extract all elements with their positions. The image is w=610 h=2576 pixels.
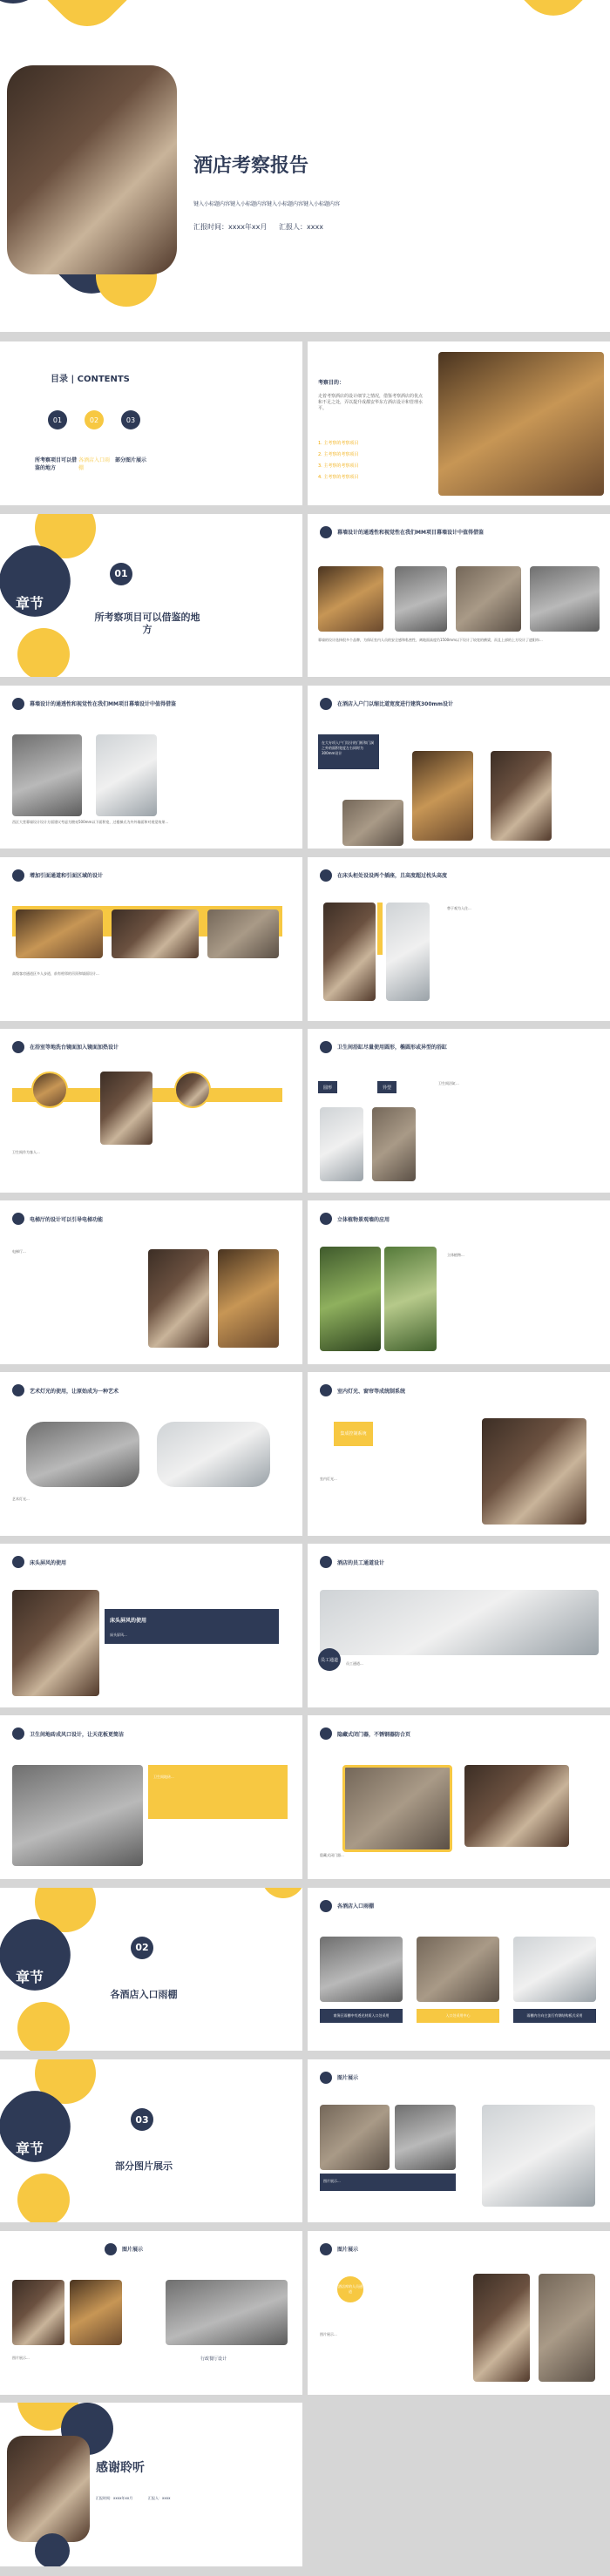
photo: [464, 1765, 569, 1847]
photo: [70, 2280, 122, 2345]
slide-title: 幕墙设计的通透性和视觉性在我们MM项目幕墙设计中值得借鉴: [320, 523, 598, 542]
control-tag: 集成控制系统: [334, 1422, 373, 1446]
photo: [473, 2274, 530, 2382]
cover-slide: [0, 0, 610, 332]
purpose-point-4: 4. 主考察的考察项目: [318, 475, 359, 481]
greenwall-slide: [308, 1200, 610, 1364]
toc-slide: [0, 341, 302, 505]
slide-body: 在大专项入户门设计的门框和门洞之外的面积宽度左右同时为300mm设计: [322, 740, 374, 756]
slide-title: 幕墙设计的通透性和视觉性在我们MM项目幕墙设计中值得借鉴: [12, 694, 290, 713]
design-note: 行政餐厅设计: [200, 2356, 227, 2362]
title-marker-icon: [12, 1041, 24, 1053]
photo: [513, 1937, 596, 2002]
info-box: [105, 1609, 279, 1644]
slide-body: 卫生间浴缸...: [438, 1081, 459, 1085]
title-marker-icon: [320, 2072, 332, 2084]
slide-body: 幕墙的设计选择很多个品牌，为保证室内人员的安全感和私密性，离地面高度仍1500mm以下设计了较宽的横梁，而且上部的上方设计了遮阳帘...: [318, 638, 543, 643]
slide-title: 图片展示: [105, 2240, 290, 2259]
title-marker-icon: [12, 698, 24, 710]
decor-shape: [7, 618, 81, 678]
title-marker-icon: [105, 2243, 117, 2255]
materials-tag: 酒店库的人员通道: [337, 2276, 363, 2302]
slide-title: 各酒店入口雨棚: [320, 1897, 598, 1916]
tag-round: 圆形: [318, 1081, 337, 1093]
tag-odd: 异型: [377, 1081, 396, 1093]
decor-shape: [7, 1991, 81, 2052]
slide-body: 床头屏风...: [110, 1632, 127, 1637]
photo: [318, 566, 383, 632]
title-marker-icon: [320, 1041, 332, 1053]
purpose-point-1: 1. 主考察的考察项目: [318, 441, 359, 447]
purpose-slide: [308, 341, 610, 505]
slide-body: 替于观为入住...: [447, 906, 471, 911]
photo: [539, 2274, 595, 2382]
slide-body: 艺术灯光...: [12, 1496, 30, 1501]
toc-label-3: 部分图片展示: [115, 456, 147, 463]
title-marker-icon: [320, 869, 332, 882]
chapter2-slide: [0, 1888, 302, 2052]
photo: [482, 2105, 595, 2206]
title-marker-icon: [12, 1384, 24, 1396]
accent-bar: [377, 903, 383, 955]
slide-title: 艺术灯光的使用，让原始成为一种艺术: [12, 1381, 290, 1400]
photo: [412, 751, 473, 841]
slide-body: 高级客房通道区多人步道，前有相邻的吊顶和墙面设计...: [12, 971, 99, 977]
hinge-slide: [308, 1715, 610, 1879]
decor-shape: [498, 0, 608, 30]
decor-shape: [7, 2163, 81, 2223]
toc-heading: 目录 | CONTENTS: [51, 375, 130, 385]
slide-title: 在浴室等地洗台镜面加入镜面加热设计: [12, 1038, 290, 1057]
photo: [395, 566, 447, 632]
slide-body: 电梯厅...: [12, 1249, 26, 1254]
slide-body: 隐藏式闭门器...: [320, 1853, 344, 1858]
slide-body: 员工通道...: [346, 1661, 363, 1667]
control-slide: [308, 1372, 610, 1536]
purpose-heading: 考察目的：: [318, 379, 345, 386]
bathtub-slide: [308, 1029, 610, 1193]
title-marker-icon: [320, 1727, 332, 1740]
slide-body: 图片展示...: [323, 2178, 341, 2183]
pics3-slide: [308, 2231, 610, 2395]
pics1-slide: [308, 2059, 610, 2223]
photo: [12, 2280, 64, 2345]
pics2-slide: [0, 2231, 302, 2395]
photo: [482, 1418, 586, 1525]
title-marker-icon: [320, 526, 332, 538]
round-photo: [174, 1072, 211, 1108]
photo: [166, 2280, 288, 2345]
ending-photo: [7, 2436, 90, 2542]
slide-title: 立体植物景观墙的应用: [320, 1209, 598, 1228]
slide-body: 卫生间作为客人...: [12, 1149, 40, 1154]
photo: [12, 734, 82, 816]
chapter2-num: 02: [131, 1937, 153, 1959]
slide-title: 室内灯光、窗帘等成统制系统: [320, 1381, 598, 1400]
photo: [320, 1247, 381, 1351]
mirror-slide: [0, 1029, 302, 1193]
slide-body: 立体植物...: [447, 1253, 464, 1258]
canopy-slide: [308, 1888, 610, 2052]
chapter3-title: 部分图片展示: [115, 2160, 173, 2173]
photo: [342, 1765, 452, 1852]
toc-num-2: 02: [85, 410, 104, 429]
slide-title: 在床头柜处设设两个插座，且高度超过枕头高度: [320, 866, 598, 885]
slide-title: 卫生间浴缸尽量使用圆形，椭圆形或异型的浴缸: [320, 1038, 598, 1057]
door-slide: [308, 686, 610, 849]
title-marker-icon: [12, 1556, 24, 1568]
photo: [417, 1937, 499, 2002]
cover-report-time: 汇报时间：xxxx年xx月: [193, 223, 268, 232]
photo: [320, 1590, 599, 1655]
slide-title: 床头屏风的使用: [12, 1552, 290, 1572]
slide-body: 图片展示...: [12, 2355, 30, 2360]
chapter1-title: 所考察项目可以借鉴的地方: [94, 612, 200, 636]
title-marker-icon: [320, 1384, 332, 1396]
title-marker-icon: [12, 869, 24, 882]
canopy-caption-3: 雨棚内方向主流行有钢结构板式采用: [513, 2009, 596, 2023]
slide-body: 室内灯光...: [320, 1477, 337, 1482]
photo: [218, 1249, 279, 1348]
vent-slide: [0, 1715, 302, 1879]
chapter1-num: 01: [110, 563, 132, 585]
photo: [320, 1107, 363, 1180]
photo: [320, 1937, 403, 2002]
photo: [372, 1107, 416, 1180]
cover-title: 酒店考察报告: [193, 154, 309, 177]
photo: [96, 734, 157, 816]
decor-shape: [25, 0, 148, 40]
photo: [491, 751, 552, 841]
decor-shape: [235, 2059, 297, 2063]
cover-photo: [7, 65, 177, 274]
curtainwall-slide: [308, 514, 610, 678]
chapter3-label: 章节: [16, 2140, 44, 2157]
slide-title: 酒店的员工通道设计: [320, 1552, 598, 1572]
chapter2-label: 章节: [16, 1968, 44, 1985]
ending-title: 感谢聆听: [96, 2460, 145, 2475]
photo: [530, 566, 600, 632]
staff-tag: 员工通道: [318, 1648, 341, 1671]
slide-title: 图片展示: [320, 2240, 598, 2259]
staff-slide: [308, 1544, 610, 1707]
slide-body: 卫生间地砖...: [153, 1775, 174, 1780]
photo: [157, 1422, 270, 1487]
photo: [112, 909, 199, 958]
canopy-caption-1: 商务区雨棚中有透光材质入口处采用: [320, 2009, 403, 2023]
chapter3-slide: [0, 2059, 302, 2223]
info-title: 床头屏风的使用: [110, 1617, 147, 1624]
slide-title: 增加引面通道和引面区域的设计: [12, 866, 290, 885]
purpose-point-2: 2. 主考察的考察项目: [318, 452, 359, 458]
photo: [395, 2105, 456, 2170]
title-marker-icon: [12, 1727, 24, 1740]
slide-title: 图片展示: [320, 2068, 598, 2087]
title-marker-icon: [12, 1213, 24, 1225]
chapter3-num: 03: [131, 2108, 153, 2131]
photo: [323, 903, 376, 1001]
title-marker-icon: [320, 698, 332, 710]
slide-title: 在酒店入户门以缩比道宽度进行建筑300mm设计: [320, 694, 598, 713]
hotel-photo: [438, 352, 604, 496]
slide-title: 卫生间地砖成风口设计，让天花板更简洁: [12, 1724, 290, 1743]
photo: [148, 1249, 209, 1348]
ending-report-time: 汇报时间：xxxx年xx月: [96, 2496, 133, 2501]
cover-subtitle: 键入小标题内容键入小标题内容键入小标题内容键入小标题内容: [193, 201, 341, 208]
slide-title: 隐藏式闭门器，不锈钢器防合页: [320, 1724, 598, 1743]
photo: [100, 1072, 152, 1145]
slide-body: 图片展示...: [320, 2332, 337, 2337]
lighting-slide: [0, 1372, 302, 1536]
photo: [320, 2105, 390, 2170]
decor-shape: [253, 1888, 302, 1908]
chapter1-slide: [0, 514, 302, 678]
curtainwall2-slide: [0, 686, 302, 849]
title-marker-icon: [320, 2243, 332, 2255]
title-marker-icon: [320, 1556, 332, 1568]
photo: [386, 903, 430, 1001]
info-box: [148, 1765, 288, 1819]
decor-shape: [0, 514, 26, 517]
purpose-body: 走着考察酒店的设计细节之情况，借鉴考察酒店的优点和不足之处，弄以提升成都安华东方酒店设计和管理水平。: [318, 394, 424, 412]
ending-reporter: 汇报人：xxxx: [148, 2496, 171, 2501]
chapter2-title: 各酒店入口雨棚: [110, 1988, 178, 2000]
photo: [16, 909, 103, 958]
corridor-slide: [0, 857, 302, 1021]
chapter1-label: 章节: [16, 594, 44, 612]
canopy-caption-2: 入口处采用中心: [417, 2009, 499, 2023]
headboard-slide: [0, 1544, 302, 1707]
decor-shape: [438, 0, 537, 3]
slide-title: 电梯厅的设计可以引导电梯功能: [12, 1209, 290, 1228]
toc-label-2: 各酒店入口雨棚: [78, 456, 111, 471]
ending-slide: [0, 2403, 302, 2566]
slide-body: 西区大堂幕墙设计设计方面建议考虑为镀亮500mm以下面积宽，过楼梯式为外外墙面和对视觉效果...: [12, 819, 169, 824]
toc-label-1: 所考察项目可以借鉴的地方: [35, 456, 78, 471]
photo: [12, 1765, 143, 1866]
elevator-slide: [0, 1200, 302, 1364]
socket-slide: [308, 857, 610, 1021]
title-marker-icon: [320, 1213, 332, 1225]
photo: [456, 566, 521, 632]
photo: [26, 1422, 139, 1487]
toc-num-3: 03: [121, 410, 140, 429]
photo: [384, 1247, 437, 1351]
purpose-point-3: 3. 主考察的考察项目: [318, 463, 359, 470]
cover-reporter: 汇报人：xxxx: [279, 223, 323, 232]
photo: [207, 909, 279, 958]
title-marker-icon: [320, 1900, 332, 1912]
photo: [342, 800, 403, 846]
round-photo: [31, 1072, 68, 1108]
photo: [12, 1590, 99, 1696]
toc-num-1: 01: [48, 410, 67, 429]
